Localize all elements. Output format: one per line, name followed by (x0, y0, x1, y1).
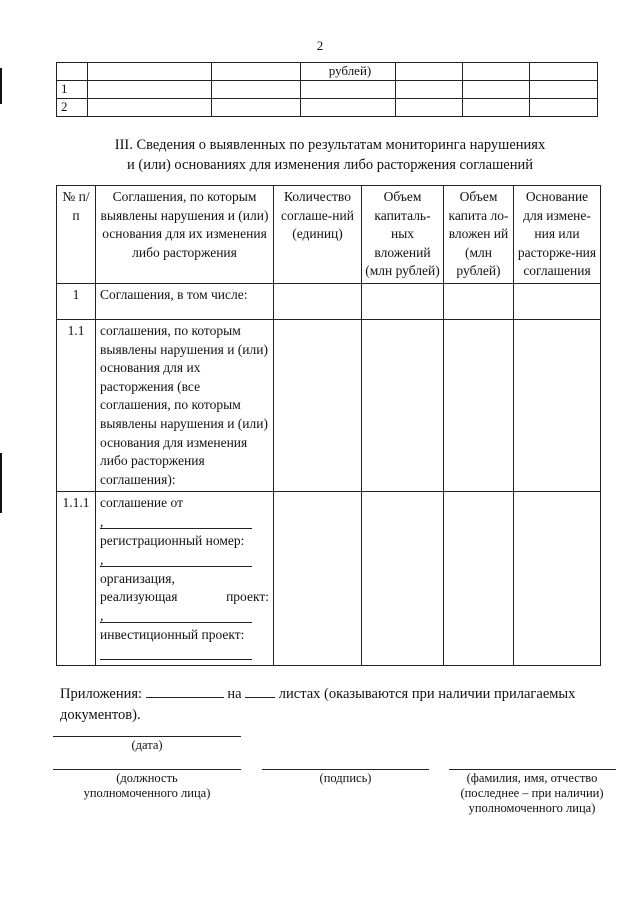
row-number: 1.1.1 (57, 492, 96, 666)
table-row (57, 99, 598, 117)
row-number: 1.1 (57, 320, 96, 492)
col-header-capital-volume: Объем капиталь-ных вложений (млн рублей) (362, 186, 444, 284)
table-row (57, 492, 601, 666)
scan-edge-mark (0, 68, 2, 104)
name-caption: (фамилия, имя, отчество (последнее – при наличии) уполномоченного лица) (460, 771, 604, 815)
blank-reg-number-line (100, 551, 252, 567)
name-line (449, 769, 616, 770)
section-title: III. Сведения о выявленных по результатам мониторинга нарушениях и (или) основаниях для изменения либо расторжения соглашений (114, 137, 546, 173)
col-header-capital-volume-2: Объем капита ло-вложен ий (млн рублей) (444, 186, 514, 284)
table-row (57, 63, 598, 81)
scan-edge-mark (0, 453, 2, 513)
position-caption: (должность уполномоченного лица) (83, 771, 211, 800)
row-number: 1 (57, 81, 88, 99)
date-caption: (дата) (131, 738, 163, 752)
blank-project-line (100, 644, 252, 660)
table-row (57, 320, 601, 492)
blank-appendix-line (146, 683, 224, 698)
table-header-row (57, 186, 601, 284)
col-header-number: № п/п (57, 186, 96, 284)
blank-sheets-line (245, 683, 275, 698)
unit-cell: рублей) (301, 63, 396, 81)
row-text: соглашения, по которым выявлены нарушения и (или) основания для их расторжения (все соглашения, по которым выявлены нарушения и (или) основания для изменения либо расторжения соглашения): (96, 320, 274, 492)
signature-caption: (подпись) (319, 771, 372, 785)
table-row (57, 284, 601, 320)
blank-organization-line (100, 607, 252, 623)
appendix-note: Приложения: на листах (оказываются при наличии прилагаемых документов). (60, 683, 605, 726)
table-row (57, 81, 598, 99)
position-line (53, 769, 241, 770)
page-number: 2 (316, 38, 324, 53)
detail-cell: соглашение от , регистрационный номер: , организация, реализующая проект: , инвестиционный проект: (96, 492, 274, 666)
row-number: 1 (57, 284, 96, 320)
blank-date-line (100, 513, 252, 529)
violations-table (56, 185, 601, 666)
col-header-agreements: Соглашения, по которым выявлены нарушения и (или) основания для их изменения либо расторжения (96, 186, 274, 284)
signature-line (262, 769, 429, 770)
col-header-grounds: Основание для измене-ния или расторже-ния соглашения (514, 186, 601, 284)
col-header-count: Количество соглаше-ний (единиц) (274, 186, 362, 284)
row-number: 2 (57, 99, 88, 117)
row-text: Соглашения, в том числе: (96, 284, 274, 320)
date-line (53, 736, 241, 737)
continued-table (56, 62, 598, 117)
